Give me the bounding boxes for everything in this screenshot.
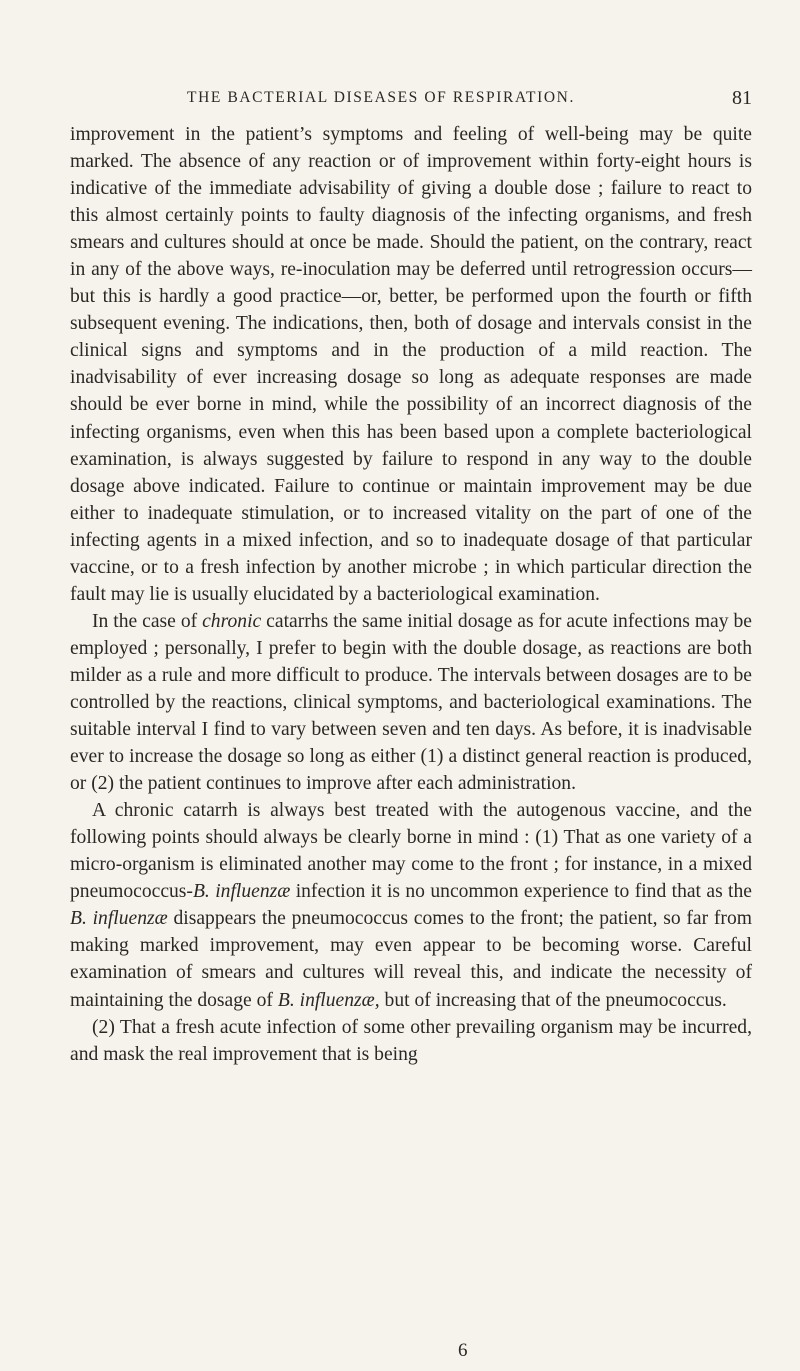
paragraph-2-start: In the case of [92, 610, 203, 632]
paragraph-3-d: but of increasing that of the pneumococcus. [379, 989, 727, 1011]
paragraph-2-rest: catarrhs the same initial dosage as for acute infections may be employed ; personally, I prefer to begin with the double dosage, as reactions are both milder as a rule and more difficult to produce. The intervals between dosages are to be controlled by the reactions, clinical symptoms, and bacteriological examinations. The suitable interval I find to vary between seven and ten days. As before, it is inadvisable ever to increase the dosage so long as either (1) a distinct general reaction is produced, or (2) the patient continues to improve after each administration. [70, 610, 752, 795]
signature-mark: 6 [458, 1340, 468, 1361]
body-text [70, 121, 752, 1068]
paragraph-3-italic-3: B. influenzæ, [277, 989, 380, 1011]
paragraph-4: (2) That a fresh acute infection of some other prevailing organism may be incurred, and mask the real improvement that is being [70, 1016, 752, 1065]
paragraph-3-italic-2: B. influenzæ [70, 908, 168, 930]
page-number: 81 [732, 87, 752, 109]
paragraph-3-italic-1: B. influenzæ [192, 881, 291, 903]
paragraph-2-italic: chronic [202, 610, 262, 632]
paragraph-3 [70, 797, 752, 1013]
running-title: THE BACTERIAL DISEASES OF RESPIRATION. [187, 89, 575, 106]
paragraph-1: improvement in the patient’s symptoms and feeling of well-being may be quite marked. The absence of any reaction or of improvement within forty-eight hours is indicative of the immediate advisability of giving a double dose ; failure to react to this almost certainly points to faulty diagnosis of the infecting organisms, and fresh smears and cultures should at once be made. Should the patient, on the contrary, react in any of the above ways, re-inoculation may be deferred until retrogression occurs—but this is hardly a good practice—or, better, be performed upon the fourth or fifth subsequent evening. The indications, then, both of dosage and intervals consist in the clinical signs and symptoms and in the production of a mild reaction. The inadvisability of ever increasing dosage so long as adequate responses are made should be ever borne in mind, while the possibility of an incorrect diagnosis of the infecting organisms, even when this has been based upon a complete bacteriological examination, is always suggested by failure to respond in any way to the double dosage above indicated. Failure to continue or maintain improvement may be due either to inadequate stimulation, or to increased vitality on the part of one of the infecting agents in a mixed infection, and so to inadequate dosage of that particular vaccine, or to a fresh infection by another microbe ; in which particular direction the fault may lie is usually elucidated by a bacteriological examination. [70, 124, 752, 605]
paragraph-3-b: infection it is no uncommon experience to find that as the [290, 881, 752, 903]
paragraph-2 [70, 608, 752, 797]
paragraph-3-a: A chronic catarrh is always best treated with the autogenous vaccine, and the following points should always be clearly borne in mind : (1) That as one variety of a micro-organism is eliminated another may come to the front ; for instance, in a mixed pneumococcus- [70, 800, 752, 903]
running-head [70, 84, 752, 112]
paragraph-3-c: disappears the pneumococcus comes to the front; the patient, so far from making marked improvement, may even appear to be becoming worse. Careful examination of smears and cultures will reveal this, and indicate the necessity of maintaining the dosage of [70, 908, 752, 1011]
